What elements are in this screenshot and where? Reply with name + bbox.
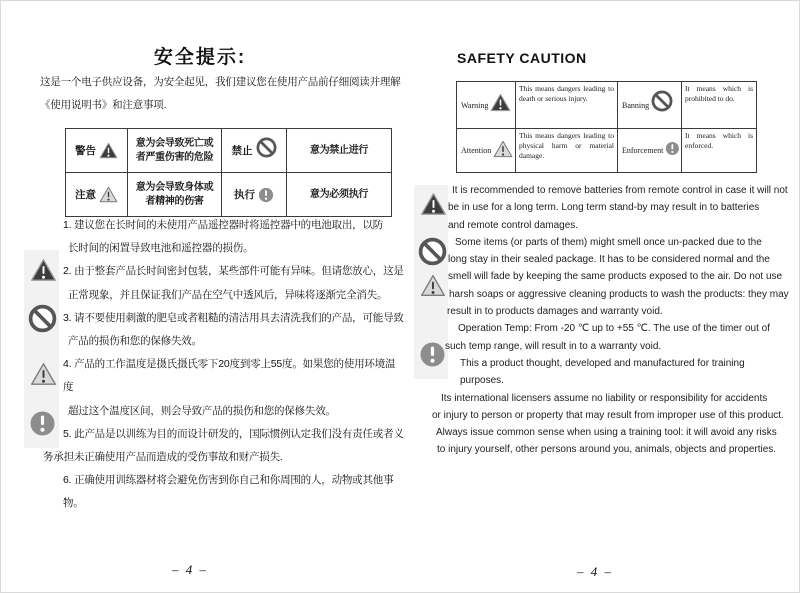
enforcement-icon <box>665 141 680 156</box>
attention-label-cell <box>457 129 516 173</box>
list-line: 长时间的闲置导致电池和遥控器的损伤。 <box>68 242 254 255</box>
banning-desc-cell: It means which is prohibited to do. <box>682 82 757 129</box>
safety-list-zh <box>42 214 404 516</box>
list-line: 3. 请不要使用刺激的肥皂或者粗糙的清洁用具去清洗我们的产品，可能导致 <box>63 311 404 324</box>
body-line: and remote control damages. <box>448 219 579 231</box>
banning-label: Banning <box>622 100 650 110</box>
warning-triangle-icon <box>420 192 447 216</box>
enforcement-label-cell <box>222 173 287 217</box>
body-line: long stay in their sealed package. It has to be considered normal and the <box>448 254 770 266</box>
page-number-right: – 4 – <box>577 564 613 579</box>
banning-icon <box>256 137 277 158</box>
banning-icon <box>651 90 673 112</box>
attention-triangle-icon <box>99 186 118 203</box>
attention-triangle-icon <box>420 274 446 297</box>
intro-paragraph-zh <box>40 71 402 117</box>
warning-desc-cell: 意为会导致死亡或者严重伤害的危险 <box>128 129 222 173</box>
attention-label: 注意 <box>75 189 96 201</box>
list-line: 2. 由于整套产品长时间密封包装，某些部件可能有异味。但请您放心，这是 <box>63 265 404 278</box>
list-line: 4. 产品的工作温度是摄氏摄氏零下20度到零上55度。如果您的使用环境温度 <box>63 358 396 394</box>
safety-caution-title: SAFETY CAUTION <box>457 50 587 66</box>
enforcement-label: Enforcement <box>622 146 664 155</box>
attention-triangle-icon <box>493 140 513 158</box>
attention-label-cell <box>66 173 128 217</box>
enforcement-desc-cell: 意为必须执行 <box>287 173 392 217</box>
table-row <box>457 82 757 129</box>
warning-label-cell <box>457 82 516 129</box>
warning-desc-cell: This means dangers leading to death or serious injury. <box>516 82 618 129</box>
warning-label: 警告 <box>75 145 96 157</box>
body-line: or injury to person or property that may result from improper use of this product. <box>432 409 784 421</box>
enforcement-icon <box>419 341 446 368</box>
intro-line: 这是一个电子供应设备，为安全起见，我们建议您在使用产品前仔细阅读并理解 <box>40 76 401 88</box>
safety-caution-body <box>432 182 790 459</box>
body-line: to injury yourself, other persons around you, animals, objects and properties. <box>437 444 777 456</box>
warning-legend-table-en <box>456 81 757 173</box>
body-line: Some items (or parts of them) might smell once un-packed due to the <box>455 236 762 248</box>
list-line: 1. 建议您在长时间的未使用产品遥控器时将遥控器中的电池取出，以防 <box>63 219 384 231</box>
enforcement-label-cell <box>618 129 682 173</box>
table-row <box>66 173 392 217</box>
list-line: 5. 此产品是以训练为目的而设计研发的，国际惯例认定我们没有责任或者义 <box>63 427 404 440</box>
page-number-left: – 4 – <box>172 562 208 577</box>
warning-triangle-icon <box>99 142 118 159</box>
banning-label: 禁止 <box>231 145 253 157</box>
table-row <box>66 129 392 173</box>
body-line: Operation Temp: From -20 ℃ up to +55 ℃. The use of the timer out of <box>458 323 770 335</box>
enforcement-icon <box>258 187 274 203</box>
banning-icon <box>418 237 447 266</box>
warning-label-cell <box>66 129 128 173</box>
body-line: It is recommended to remove batteries from remote control in case it will not <box>452 185 788 196</box>
body-line: result in to products damages and warranty void. <box>447 306 663 318</box>
warning-label: Warning <box>461 100 489 110</box>
attention-desc-cell: This means dangers leading to physical harm or material damage. <box>516 129 618 173</box>
table-row <box>457 129 757 173</box>
list-line: 6. 正确使用训练器材将会避免伤害到你自己和你周围的人，动物或其他事物。 <box>63 474 394 510</box>
body-line: Its international licensers assume no liability or responsibility for accidents <box>441 392 768 404</box>
body-line: smell will fade by keeping the same products exposed to the air. Do not use <box>448 271 783 283</box>
body-line: Always issue common sense when using a training tool: it will avoid any risks <box>436 427 777 439</box>
banning-label-cell <box>222 129 287 173</box>
enforcement-label: 执行 <box>234 189 255 201</box>
intro-line: 《使用说明书》和注意事项. <box>40 99 167 111</box>
list-line: 正常现象，并且保证我们产品在空气中透风后，异味将逐渐完全消失。 <box>68 288 388 301</box>
attention-desc-cell: 意为会导致身体或者精神的伤害 <box>128 173 222 217</box>
list-line: 产品的损伤和您的保修失效。 <box>68 335 202 348</box>
warning-legend-table-zh <box>65 128 392 217</box>
body-line: harsh soaps or aggressive cleaning products to wash the products: they may <box>449 288 789 300</box>
banning-label-cell <box>618 82 682 129</box>
safety-tips-title-zh: 安全提示: <box>153 47 247 68</box>
list-line: 超过这个温度区间，则会导致产品的损伤和您的保修失效。 <box>68 404 336 417</box>
body-line: be in use for a long term. Long term stand-by may result in to batteries <box>448 202 760 214</box>
body-line: This a product thought, developed and manufactured for training purposes. <box>460 357 745 387</box>
attention-label: Attention <box>461 146 492 155</box>
banning-desc-cell: 意为禁止进行 <box>287 129 392 173</box>
warning-triangle-icon <box>490 93 511 112</box>
list-line: 务承担未正确使用产品而造成的受伤事故和财产损失. <box>43 451 283 464</box>
enforcement-desc-cell: It means which is enforced. <box>682 129 757 173</box>
body-line: such temp range, will result in to a warranty void. <box>445 340 662 352</box>
